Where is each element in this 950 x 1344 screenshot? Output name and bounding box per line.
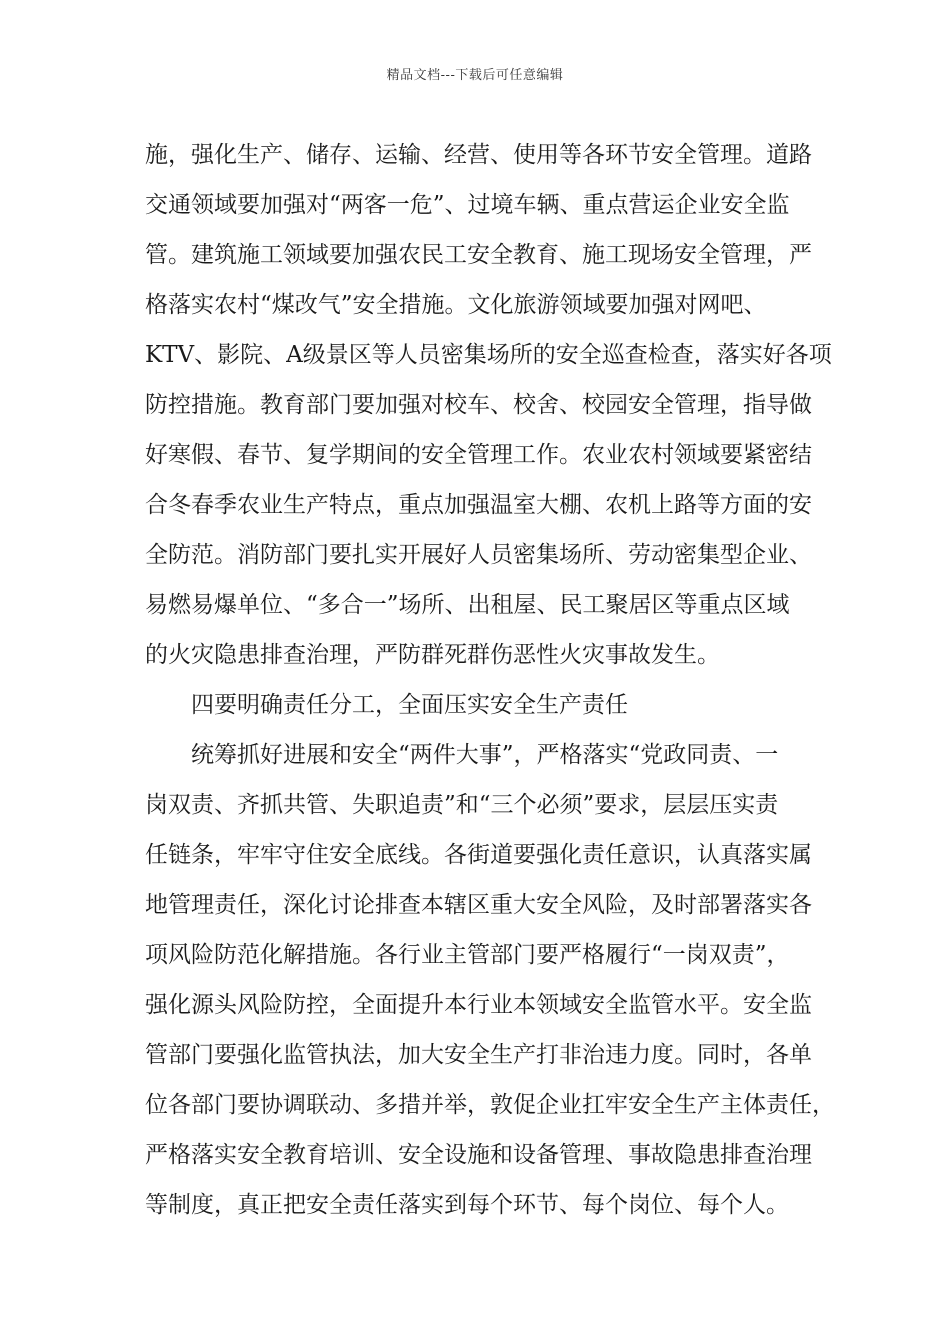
body-line: 全防范。消防部门要扎实开展好人员密集场所、劳动密集型企业、 — [145, 542, 812, 568]
body-line: 强化源头风险防控，全面提升本行业本领域安全监管水平。安全监 — [145, 992, 812, 1018]
body-line: 等制度，真正把安全责任落实到每个环节、每个岗位、每个人。 — [145, 1192, 789, 1218]
body-line: 的火灾隐患排查治理，严防群死群伤恶性火灾事故发生。 — [145, 642, 720, 668]
body-line: 合冬春季农业生产特点，重点加强温室大棚、农机上路等方面的安 — [145, 492, 812, 518]
page-header: 精品文档---下载后可任意编辑 — [386, 68, 564, 83]
body-line: KTV、影院、A级景区等人员密集场所的安全巡查检查，落实好各项 — [145, 342, 832, 368]
document-body — [145, 130, 835, 1230]
body-line: 施，强化生产、储存、运输、经营、使用等各环节安全管理。道路 — [145, 142, 812, 168]
paragraph-first-line: 统筹抓好进展和安全“两件大事”，严格落实“党政同责、一 — [191, 742, 779, 768]
body-line: 好寒假、春节、复学期间的安全管理工作。农业农村领域要紧密结 — [145, 442, 812, 468]
section-heading: 四要明确责任分工，全面压实安全生产责任 — [191, 692, 628, 718]
body-line: 交通领域要加强对“两客一危”、过境车辆、重点营运企业安全监 — [145, 192, 790, 218]
body-line: 防控措施。教育部门要加强对校车、校舍、校园安全管理，指导做 — [145, 392, 812, 418]
body-line: 易燃易爆单位、“多合一”场所、出租屋、民工聚居区等重点区域 — [145, 592, 790, 618]
body-line: 任链条，牢牢守住安全底线。各街道要强化责任意识，认真落实属 — [145, 842, 812, 868]
body-line: 岗双责、齐抓共管、失职追责”和“三个必须”要求，层层压实责 — [145, 792, 779, 818]
body-line: 位各部门要协调联动、多措并举，敦促企业扛牢安全生产主体责任， — [145, 1092, 835, 1118]
body-line: 管部门要强化监管执法，加大安全生产打非治违力度。同时，各单 — [145, 1042, 812, 1068]
body-line: 项风险防范化解措施。各行业主管部门要严格履行“一岗双责”， — [145, 942, 790, 968]
body-line: 管。建筑施工领域要加强农民工安全教育、施工现场安全管理，严 — [145, 242, 812, 268]
body-line: 格落实农村“煤改气”安全措施。文化旅游领域要加强对网吧、 — [145, 292, 767, 318]
body-line: 地管理责任，深化讨论排查本辖区重大安全风险，及时部署落实各 — [145, 892, 812, 918]
body-line: 严格落实安全教育培训、安全设施和设备管理、事故隐患排查治理 — [145, 1142, 812, 1168]
